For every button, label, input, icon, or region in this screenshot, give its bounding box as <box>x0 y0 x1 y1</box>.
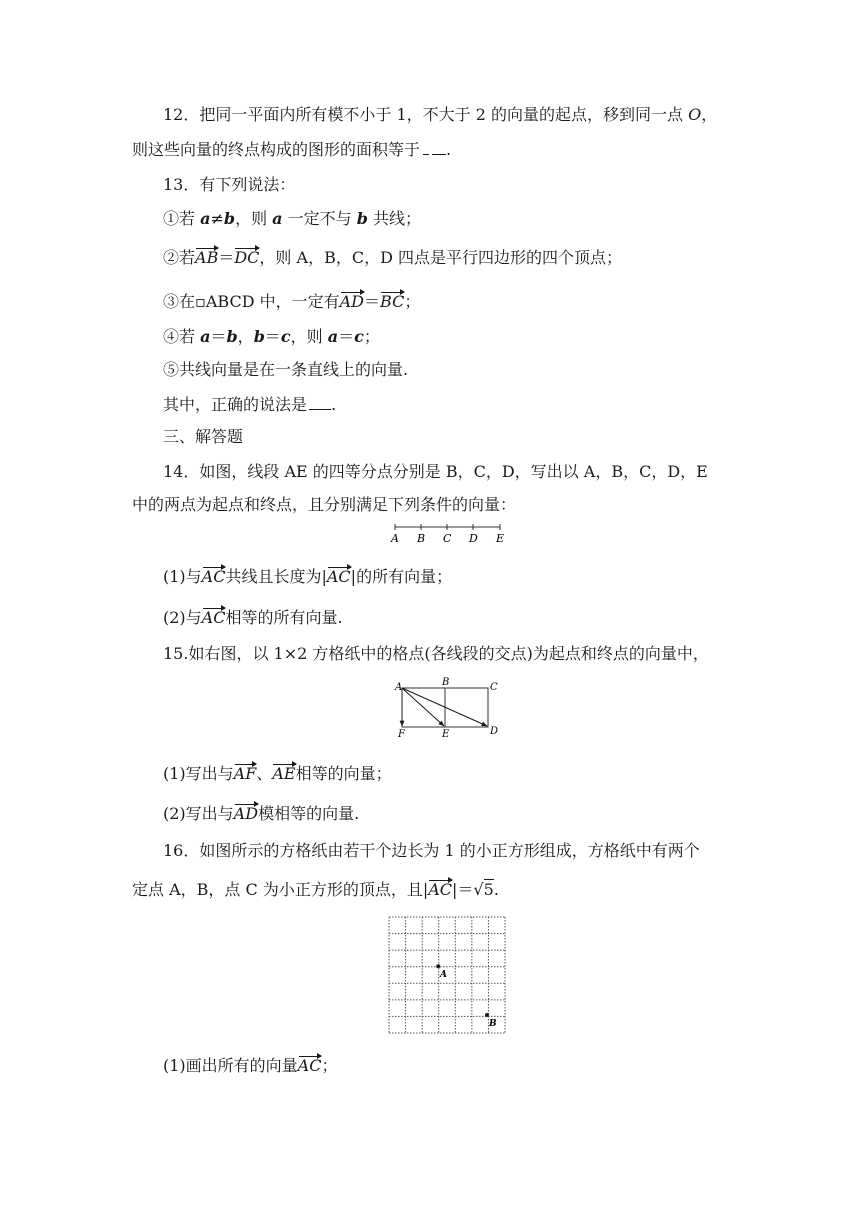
vector-a: a <box>200 327 211 346</box>
q13-statement-4 <box>163 326 380 348</box>
eq-sign: ＝ <box>210 327 227 346</box>
q14-line1: 14．如图，线段 AE 的四等分点分别是 B，C，D，写出以 A，B，C，D，E <box>163 462 708 481</box>
point-b <box>485 1013 489 1017</box>
eq-sign: ＝ <box>218 248 235 267</box>
point-a <box>436 964 440 968</box>
eq-sign: ＝ <box>338 327 355 346</box>
eq-sign: ＝ <box>364 292 381 311</box>
sqrt-radicand: 5 <box>483 880 494 899</box>
q13-answer-end: . <box>331 395 337 414</box>
p2-b: 模相等的向量. <box>258 804 360 823</box>
q12-line2 <box>132 139 451 161</box>
point-o: O <box>688 105 702 124</box>
vector-b: b <box>356 209 368 228</box>
vector-c: c <box>354 327 364 346</box>
vector-ac: AC <box>297 1056 322 1075</box>
p1-a: (1)写出与 <box>163 764 234 783</box>
vector-b: b <box>223 209 236 228</box>
l2-b: |＝ <box>452 880 474 899</box>
q16-part1 <box>163 1055 337 1077</box>
q12-end: . <box>446 140 452 159</box>
s4-end: ； <box>363 327 380 346</box>
vector-dc: DC <box>234 248 260 267</box>
answer-blank[interactable] <box>423 154 429 155</box>
label-e: E <box>496 532 505 545</box>
label-c: C <box>490 682 498 693</box>
s2-a: ②若 <box>163 248 196 267</box>
p2-a: (2)写出与 <box>163 804 234 823</box>
label-a: A <box>440 970 447 980</box>
p1-a: (1)与 <box>163 567 202 586</box>
q14-line2: 中的两点为起点和终点，且分别满足下列条件的向量： <box>132 495 517 514</box>
vector-ae: AE <box>272 764 296 783</box>
l2-end: . <box>493 880 499 899</box>
label-a: A <box>395 682 403 693</box>
q16-line1: 16．如图所示的方格纸由若干个边长为 1 的小正方形组成，方格纸中有两个 <box>163 841 700 860</box>
vector-ac: AC <box>428 880 453 899</box>
s3-a: ③在▫ABCD 中，一定有 <box>163 292 340 311</box>
segment-ae-figure <box>385 522 510 546</box>
vector-b: b <box>253 327 265 346</box>
l2-a: 定点 A，B，点 C 为小正方形的顶点，且| <box>132 880 429 899</box>
label-d: D <box>490 726 499 737</box>
s2-end: ，则 A，B，C，D 四点是平行四边形的四个顶点； <box>259 248 622 267</box>
eq-sign: ＝ <box>264 327 281 346</box>
q13-statement-3 <box>163 291 420 313</box>
label-d: D <box>469 532 478 545</box>
s3-end: ； <box>404 292 421 311</box>
s1-mid: ，则 <box>235 209 273 228</box>
q13-statement-2 <box>163 247 622 269</box>
q13-title: 13．有下列说法： <box>163 175 296 194</box>
vector-ae <box>402 688 444 726</box>
s1-end: 共线； <box>367 209 421 228</box>
q13-answer-text: 其中，正确的说法是 <box>163 395 308 414</box>
section-heading: 三、解答题 <box>163 427 244 446</box>
q12-text2: 则这些向量的终点构成的图形的面积等于 <box>132 140 421 159</box>
grid-1x2-figure <box>390 674 510 740</box>
vector-b: b <box>226 327 238 346</box>
label-b: B <box>417 532 426 545</box>
label-e: E <box>442 729 450 740</box>
q14-part2 <box>163 607 343 629</box>
q13-statement-5: ⑤共线向量是在一条直线上的向量. <box>163 360 409 379</box>
p1-a: (1)画出所有的向量 <box>163 1056 298 1075</box>
q15-line1: 15.如右图，以 1×2 方格纸中的格点(各线段的交点)为起点和终点的向量中， <box>163 644 709 663</box>
answer-blank-2[interactable] <box>432 154 446 155</box>
separator: 、 <box>256 764 273 783</box>
vector-ab: AB <box>195 248 219 267</box>
s1-mid2: 一定不与 <box>282 209 357 228</box>
s1-a: ①若 <box>163 209 201 228</box>
label-b: B <box>442 677 450 688</box>
label-f: F <box>398 729 405 740</box>
q16-line2 <box>132 879 499 901</box>
q15-part2 <box>163 803 359 825</box>
q15-part1 <box>163 763 392 785</box>
q13-answer <box>163 394 336 416</box>
p1-b: 相等的向量； <box>295 764 392 783</box>
p1-end: ； <box>321 1056 338 1075</box>
p2-b: 相等的所有向量. <box>225 608 343 627</box>
s4-mid: ，则 <box>290 327 328 346</box>
vector-a: a <box>200 209 211 228</box>
label-a: A <box>391 532 399 545</box>
answer-blank[interactable] <box>309 409 331 410</box>
vector-a: a <box>272 209 283 228</box>
q12-text: 12．把同一平面内所有模不小于 1，不大于 2 的向量的起点，移到同一点 <box>163 105 689 124</box>
p1-b: 共线且长度为| <box>225 567 327 586</box>
p1-c: |的所有向量； <box>350 567 453 586</box>
dotted-grid-figure <box>386 914 508 1036</box>
q12-line1 <box>163 104 717 126</box>
q13-statement-1 <box>163 208 421 230</box>
vector-a: a <box>327 327 339 346</box>
label-b: B <box>489 1019 497 1029</box>
vector-ac: AC <box>326 567 351 586</box>
vector-af: AF <box>233 764 257 783</box>
neq-sign: ≠ <box>210 209 224 228</box>
vector-c: c <box>280 327 291 346</box>
vector-ad: AD <box>233 804 259 823</box>
vector-bc: BC <box>380 292 405 311</box>
label-c: C <box>443 532 452 545</box>
q12-punct: ， <box>701 105 718 124</box>
comma: ， <box>237 327 254 346</box>
vector-ac: AC <box>201 567 226 586</box>
p2-a: (2)与 <box>163 608 202 627</box>
q14-part1 <box>163 566 452 588</box>
sqrt-sign: √ <box>473 880 484 899</box>
vector-ac: AC <box>201 608 226 627</box>
s4-a: ④若 <box>163 327 201 346</box>
vector-ad: AD <box>339 292 365 311</box>
